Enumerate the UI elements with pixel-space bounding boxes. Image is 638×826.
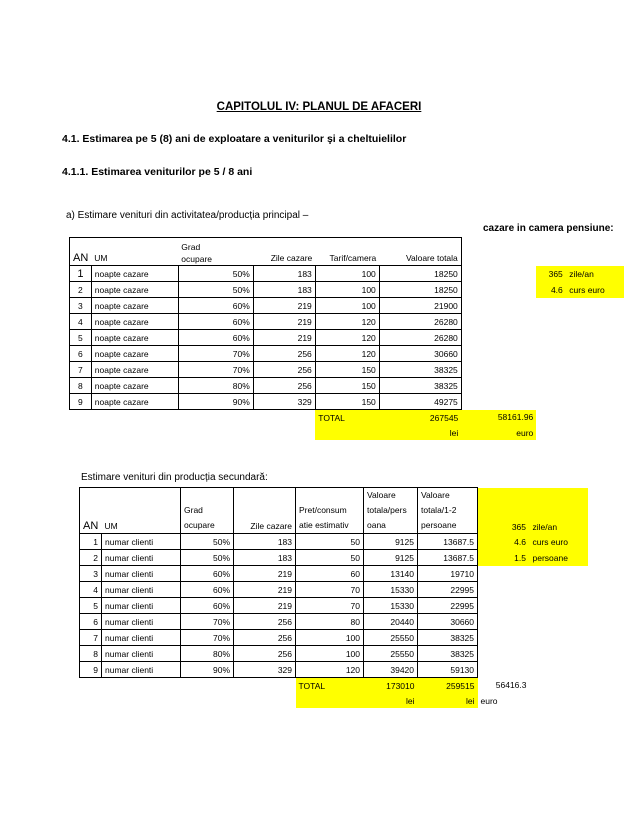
total-val2: 259515 bbox=[418, 678, 478, 694]
cell-zile: 219 bbox=[234, 582, 296, 598]
table-row bbox=[80, 550, 588, 566]
header-grad: Grad ocupare bbox=[178, 238, 253, 266]
euro-label: euro bbox=[461, 425, 536, 440]
lei-label: lei bbox=[364, 693, 418, 708]
cell-an: 1 bbox=[70, 266, 92, 282]
table-row bbox=[80, 662, 588, 678]
side-rate-label: curs euro bbox=[566, 282, 624, 298]
cell-pret: 80 bbox=[296, 614, 364, 630]
table-row bbox=[70, 394, 625, 410]
cell-tarif: 100 bbox=[315, 298, 379, 314]
cell-pret: 120 bbox=[296, 662, 364, 678]
side-rate-value: 4.6 bbox=[536, 282, 566, 298]
cell-um: numar clienti bbox=[102, 550, 181, 566]
cell-grad: 90% bbox=[181, 662, 234, 678]
cell-val1: 39420 bbox=[364, 662, 418, 678]
total-euro: 58161.96 bbox=[461, 410, 536, 426]
side-rate-value: 4.6 bbox=[478, 534, 530, 550]
cell-zile: 256 bbox=[253, 378, 315, 394]
cell-zile: 256 bbox=[234, 630, 296, 646]
cell-um: numar clienti bbox=[102, 534, 181, 550]
header-grad: Grad ocupare bbox=[181, 488, 234, 534]
header-zile: Zile cazare bbox=[234, 488, 296, 534]
cell-um: noapte cazare bbox=[91, 362, 178, 378]
cell-val1: 15330 bbox=[364, 598, 418, 614]
cell-zile: 219 bbox=[234, 566, 296, 582]
cell-an: 5 bbox=[70, 330, 92, 346]
cell-grad: 60% bbox=[178, 298, 253, 314]
cell-grad: 70% bbox=[178, 362, 253, 378]
cell-val2: 13687.5 bbox=[418, 534, 478, 550]
cell-valoare: 21900 bbox=[379, 298, 461, 314]
cell-um: numar clienti bbox=[102, 646, 181, 662]
cell-um: numar clienti bbox=[102, 662, 181, 678]
cell-val1: 25550 bbox=[364, 630, 418, 646]
cell-an: 3 bbox=[80, 566, 102, 582]
cell-um: noapte cazare bbox=[91, 346, 178, 362]
cell-pret: 100 bbox=[296, 630, 364, 646]
cazare-label: cazare in camera pensiune: bbox=[483, 223, 614, 234]
cell-tarif: 120 bbox=[315, 330, 379, 346]
header-pret: Pret/consum atie estimativ bbox=[296, 488, 364, 534]
side-persons-label: persoane bbox=[530, 550, 588, 566]
cell-val2: 30660 bbox=[418, 614, 478, 630]
header-valoare: Valoare totala bbox=[379, 238, 461, 266]
side-days-label: zile/an bbox=[530, 488, 588, 534]
table-row bbox=[80, 582, 588, 598]
cell-grad: 70% bbox=[181, 630, 234, 646]
cell-val1: 20440 bbox=[364, 614, 418, 630]
table-row bbox=[80, 614, 588, 630]
cell-an: 3 bbox=[70, 298, 92, 314]
cell-val2: 38325 bbox=[418, 646, 478, 662]
header-an: AN bbox=[70, 238, 92, 266]
heading-4-1-1: 4.1.1. Estimarea veniturilor pe 5 / 8 ani bbox=[62, 166, 253, 178]
cell-an: 9 bbox=[80, 662, 102, 678]
cell-val1: 13140 bbox=[364, 566, 418, 582]
cell-grad: 70% bbox=[181, 614, 234, 630]
table-row bbox=[80, 630, 588, 646]
cell-zile: 183 bbox=[253, 282, 315, 298]
cell-valoare: 18250 bbox=[379, 282, 461, 298]
cell-zile: 256 bbox=[234, 614, 296, 630]
header-valoare-1-2: Valoare totala/1-2 persoane bbox=[418, 488, 478, 534]
cell-grad: 60% bbox=[181, 598, 234, 614]
cell-um: noapte cazare bbox=[91, 314, 178, 330]
cell-valoare: 18250 bbox=[379, 266, 461, 282]
cell-zile: 183 bbox=[234, 550, 296, 566]
header-tarif: Tarif/camera bbox=[315, 238, 379, 266]
cell-zile: 329 bbox=[234, 662, 296, 678]
cell-grad: 60% bbox=[181, 566, 234, 582]
euro-label: euro bbox=[480, 695, 498, 706]
side-days-label: zile/an bbox=[566, 266, 624, 282]
cell-tarif: 100 bbox=[315, 282, 379, 298]
cell-an: 5 bbox=[80, 598, 102, 614]
table-row bbox=[70, 378, 625, 394]
total-lei: 267545 bbox=[379, 410, 461, 426]
cell-val2: 19710 bbox=[418, 566, 478, 582]
lei-label: lei bbox=[379, 425, 461, 440]
section-a-title: a) Estimare venituri din activitatea/producția principal – bbox=[66, 210, 309, 221]
cell-grad: 90% bbox=[178, 394, 253, 410]
cell-an: 8 bbox=[80, 646, 102, 662]
cell-tarif: 100 bbox=[315, 266, 379, 282]
table-row bbox=[70, 330, 625, 346]
cell-grad: 70% bbox=[178, 346, 253, 362]
table-row bbox=[70, 346, 625, 362]
side-days-value: 365 bbox=[478, 488, 530, 534]
cell-grad: 60% bbox=[178, 330, 253, 346]
revenue-table-main bbox=[69, 237, 625, 440]
cell-pret: 50 bbox=[296, 534, 364, 550]
table-row bbox=[70, 282, 625, 298]
cell-valoare: 38325 bbox=[379, 378, 461, 394]
table-row bbox=[70, 314, 625, 330]
cell-zile: 183 bbox=[253, 266, 315, 282]
cell-grad: 80% bbox=[181, 646, 234, 662]
cell-an: 7 bbox=[70, 362, 92, 378]
cell-grad: 50% bbox=[178, 266, 253, 282]
cell-zile: 256 bbox=[253, 346, 315, 362]
side-persons-value: 1.5 bbox=[478, 550, 530, 566]
cell-um: numar clienti bbox=[102, 598, 181, 614]
cell-an: 2 bbox=[70, 282, 92, 298]
cell-pret: 50 bbox=[296, 550, 364, 566]
cell-pret: 70 bbox=[296, 598, 364, 614]
cell-val2: 59130 bbox=[418, 662, 478, 678]
cell-zile: 219 bbox=[253, 298, 315, 314]
cell-grad: 80% bbox=[178, 378, 253, 394]
cell-zile: 183 bbox=[234, 534, 296, 550]
lei-label-2: lei bbox=[418, 693, 478, 708]
cell-zile: 219 bbox=[253, 314, 315, 330]
cell-zile: 219 bbox=[234, 598, 296, 614]
header-an: AN bbox=[80, 488, 102, 534]
cell-val1: 15330 bbox=[364, 582, 418, 598]
total-label: TOTAL bbox=[296, 678, 364, 694]
cell-val1: 9125 bbox=[364, 534, 418, 550]
cell-val2: 22995 bbox=[418, 598, 478, 614]
cell-val2: 38325 bbox=[418, 630, 478, 646]
section-b-title: Estimare venituri din producția secundară: bbox=[81, 472, 268, 483]
table-row bbox=[80, 598, 588, 614]
cell-tarif: 150 bbox=[315, 394, 379, 410]
cell-an: 4 bbox=[80, 582, 102, 598]
cell-pret: 100 bbox=[296, 646, 364, 662]
total-val1: 173010 bbox=[364, 678, 418, 694]
cell-grad: 50% bbox=[178, 282, 253, 298]
heading-4-1: 4.1. Estimarea pe 5 (8) ani de exploatare a veniturilor şi a cheltuielilor bbox=[62, 133, 407, 145]
header-valoare-pers: Valoare totala/pers oana bbox=[364, 488, 418, 534]
cell-zile: 329 bbox=[253, 394, 315, 410]
cell-an: 4 bbox=[70, 314, 92, 330]
table-row bbox=[70, 298, 625, 314]
cell-val1: 25550 bbox=[364, 646, 418, 662]
side-rate-label: curs euro bbox=[530, 534, 588, 550]
cell-um: noapte cazare bbox=[91, 330, 178, 346]
cell-pret: 70 bbox=[296, 582, 364, 598]
table-row bbox=[80, 646, 588, 662]
cell-an: 7 bbox=[80, 630, 102, 646]
table-row bbox=[70, 362, 625, 378]
cell-tarif: 120 bbox=[315, 346, 379, 362]
cell-um: noapte cazare bbox=[91, 298, 178, 314]
total-label: TOTAL bbox=[315, 410, 379, 426]
cell-grad: 50% bbox=[181, 550, 234, 566]
header-um: UM bbox=[91, 238, 178, 266]
cell-um: noapte cazare bbox=[91, 378, 178, 394]
cell-valoare: 26280 bbox=[379, 314, 461, 330]
page-title: CAPITOLUL IV: PLANUL DE AFACERI bbox=[216, 101, 422, 113]
cell-tarif: 150 bbox=[315, 378, 379, 394]
cell-val2: 13687.5 bbox=[418, 550, 478, 566]
cell-valoare: 38325 bbox=[379, 362, 461, 378]
cell-um: numar clienti bbox=[102, 566, 181, 582]
table-row bbox=[80, 534, 588, 550]
cell-valoare: 49275 bbox=[379, 394, 461, 410]
cell-val2: 22995 bbox=[418, 582, 478, 598]
cell-zile: 219 bbox=[253, 330, 315, 346]
total-euro: 56416.3 bbox=[495, 680, 527, 691]
cell-an: 1 bbox=[80, 534, 102, 550]
cell-zile: 256 bbox=[253, 362, 315, 378]
cell-an: 2 bbox=[80, 550, 102, 566]
header-um: UM bbox=[102, 488, 181, 534]
side-days-value: 365 bbox=[536, 266, 566, 282]
cell-valoare: 30660 bbox=[379, 346, 461, 362]
cell-um: noapte cazare bbox=[91, 266, 178, 282]
cell-um: noapte cazare bbox=[91, 282, 178, 298]
cell-um: noapte cazare bbox=[91, 394, 178, 410]
table-row bbox=[80, 566, 588, 582]
cell-zile: 256 bbox=[234, 646, 296, 662]
cell-val1: 9125 bbox=[364, 550, 418, 566]
cell-um: numar clienti bbox=[102, 582, 181, 598]
cell-um: numar clienti bbox=[102, 614, 181, 630]
cell-tarif: 150 bbox=[315, 362, 379, 378]
cell-pret: 60 bbox=[296, 566, 364, 582]
cell-an: 9 bbox=[70, 394, 92, 410]
header-zile: Zile cazare bbox=[253, 238, 315, 266]
cell-um: numar clienti bbox=[102, 630, 181, 646]
cell-an: 6 bbox=[80, 614, 102, 630]
revenue-table-secondary bbox=[79, 487, 588, 708]
cell-an: 6 bbox=[70, 346, 92, 362]
cell-grad: 60% bbox=[181, 582, 234, 598]
cell-grad: 50% bbox=[181, 534, 234, 550]
table-row bbox=[70, 266, 625, 282]
cell-valoare: 26280 bbox=[379, 330, 461, 346]
cell-an: 8 bbox=[70, 378, 92, 394]
cell-tarif: 120 bbox=[315, 314, 379, 330]
cell-grad: 60% bbox=[178, 314, 253, 330]
